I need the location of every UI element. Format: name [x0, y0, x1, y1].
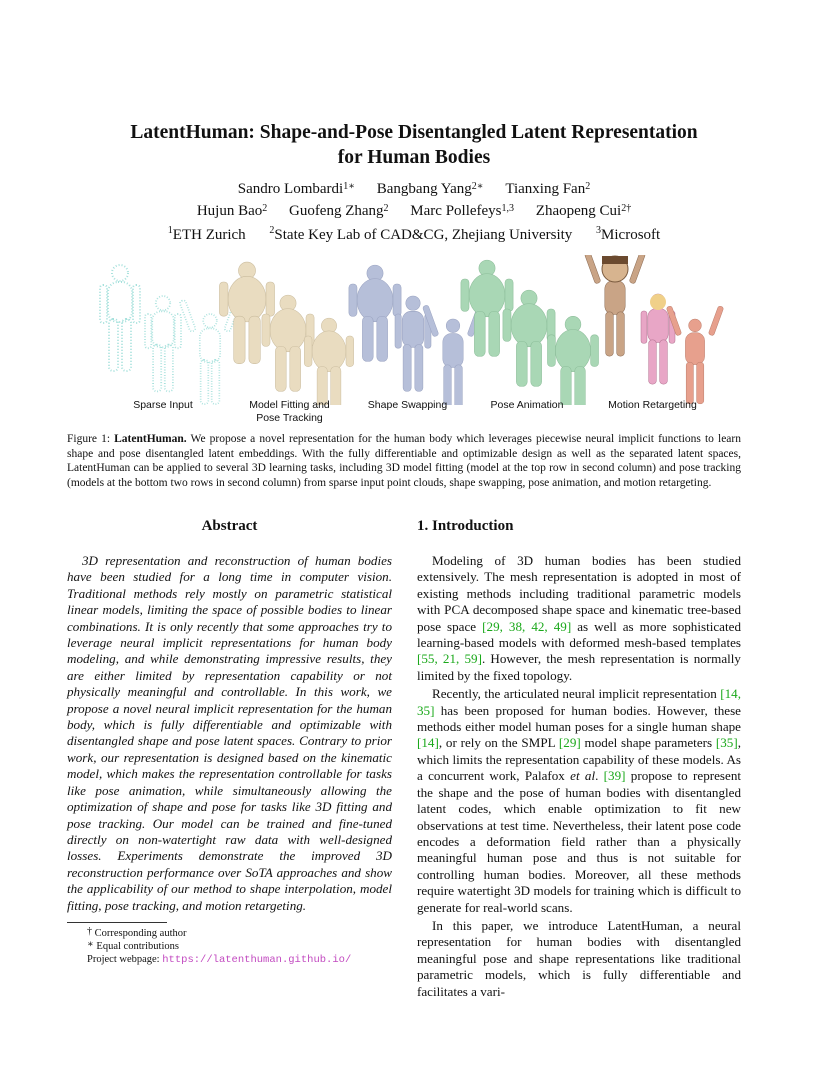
abstract-heading: Abstract: [201, 518, 258, 534]
introduction-section: [417, 518, 741, 1002]
author: Hujun Bao$^2$: [196, 203, 268, 219]
footnote-rule: [67, 922, 167, 923]
author: Sandro Lombardi$^{1∗}$: [237, 181, 355, 197]
citation-link[interactable]: [39]: [603, 768, 626, 784]
label-model-fitting: Model Fitting and Pose Tracking: [249, 399, 330, 424]
author-list: [0, 178, 828, 222]
affiliation: $^3$Microsoft: [596, 225, 661, 243]
author: Bangbang Yang$^{2∗}$: [376, 181, 484, 197]
citation-link[interactable]: [29]: [558, 735, 581, 751]
author: Guofeng Zhang$^2$: [288, 203, 389, 219]
affiliations: [0, 227, 828, 244]
fitting-models: [219, 262, 353, 405]
citation-link[interactable]: [35]: [715, 735, 738, 751]
author: Zhaopeng Cui$^{2\dagger}$: [535, 203, 632, 219]
author-row-2: [0, 200, 828, 222]
footnotes: [67, 927, 397, 968]
title-line-2: for Human Bodies: [337, 147, 491, 168]
figure-caption: Figure 1: LatentHuman. We propose a novel representation for the human body which leverages piecewise neural implicit functions to learn shape and pose disentangled latent embeddings. With the fully differentiable and optimizable design as well as the separated latent spaces, LatentHuman can be applied to several 3D learning tasks, including 3D model fitting (model at the top row in second column) and pose tracking (models at the bottom two rows in second column) from sparse input point clouds, shape swapping, pose animation, and motion retargeting.: [67, 433, 741, 489]
author: Marc Pollefeys$^{1,3}$: [410, 203, 515, 219]
title-line-1: LatentHuman: Shape-and-Pose Disentangled Latent Representation: [130, 122, 698, 143]
retarget-models: [584, 255, 724, 404]
footnote-equal: ∗ Equal contributions: [87, 939, 179, 953]
intro-paragraph-2: Recently, the articulated neural implicit representation [14, 35] has been proposed for human bodies. However, these methods either model human poses for a single human shape [14], or rely on the SMPL [29] model shape parameters [35], which limits the representation capability of these models. As a concurrent work, Palafox et al. [39] propose to represent the shape and the pose of human bodies with disentangled latent codes, which enable optimization to fit new observations at test time. Nevertheless, their latent pose code encodes a deformation field rather than a physically meaningful human pose and thus is not suitable for controlling human bodies. Moreover, all these methods require watertight 3D models for training which is difficult to generate for real-world scans.: [417, 686, 742, 915]
intro-paragraph-3: In this paper, we introduce LatentHuman, a neural representation for human bodies with disentangled meaningful pose and shape representations like traditional parametric models, which is fully differentiable and facilitates a vari-: [417, 917, 741, 999]
citation-link[interactable]: [14, 35]: [417, 686, 741, 718]
author: Tianxing Fan$^2$: [505, 181, 591, 197]
label-shape-swapping: Shape Swapping: [367, 399, 448, 411]
affiliation: $^2$State Key Lab of CAD&CG, Zhejiang University: [269, 225, 573, 243]
label-sparse-input: Sparse Input: [133, 399, 193, 411]
footnote-webpage: Project webpage: https://latenthuman.github.io/: [87, 954, 352, 967]
project-url-link[interactable]: https://latenthuman.github.io/: [162, 954, 352, 967]
pose-animation-models: [461, 260, 599, 405]
citation-link[interactable]: [14]: [417, 735, 439, 751]
introduction-heading: 1. Introduction: [417, 518, 514, 534]
affiliation: $^1$ETH Zurich: [167, 225, 246, 243]
citation-link[interactable]: [29, 38, 42, 49]: [482, 618, 572, 634]
author-row-1: [0, 178, 828, 200]
intro-paragraph-1: Modeling of 3D human bodies has been studied extensively. The mesh representation is adopted in most of existing methods including traditional parametric models with PCA decomposed shape space and kinematic tree-based pose space [29, 38, 42, 49] as well as more sophisticated learning-based models with deformed mesh-based templates [55, 21, 59]. However, the mesh representation is normally limited by the fixed topology.: [417, 553, 741, 683]
abstract-text: 3D representation and reconstruction of human bodies have been studied for a long time in computer vision. Traditional methods rely mostly on parametric statistical linear models, limiting the space of possible bodies to linear combinations. It is only recently that some approaches try to leverage neural implicit representations for human body modeling, and while demonstrating impressive results, they are either limited by representation capability or not physically meaningful and controllable. In this work, we propose a novel neural implicit representation for the human body, which is fully differentiable and optimizable with disentangled shape and pose latent spaces. Contrary to prior work, our representation is designed based on the kinematic model, which makes the representation controllable for tasks like pose animation, while simultaneously allowing the optimization of shape and pose for tasks like 3D fitting and pose tracking. Our model can be trained and fine-tuned directly on non-watertight raw data with well-designed losses. Experiments demonstrate the improved 3D reconstruction performance over SoTA approaches and show the applicability of our method to shape interpolation, model fitting, pose tracking, and motion retargeting.: [67, 553, 392, 913]
paper-title: [0, 120, 828, 170]
teaser-figure: [95, 255, 735, 405]
label-motion-retargeting: Motion Retargeting: [608, 399, 697, 411]
citation-link[interactable]: [55, 21, 59]: [417, 651, 482, 667]
footnote-corresponding: † Corresponding author: [87, 926, 187, 939]
label-pose-animation: Pose Animation: [490, 399, 564, 411]
teaser-figure-graphic: [95, 255, 735, 405]
cartoon-head-icon: [602, 256, 628, 282]
abstract-section: [67, 518, 392, 914]
